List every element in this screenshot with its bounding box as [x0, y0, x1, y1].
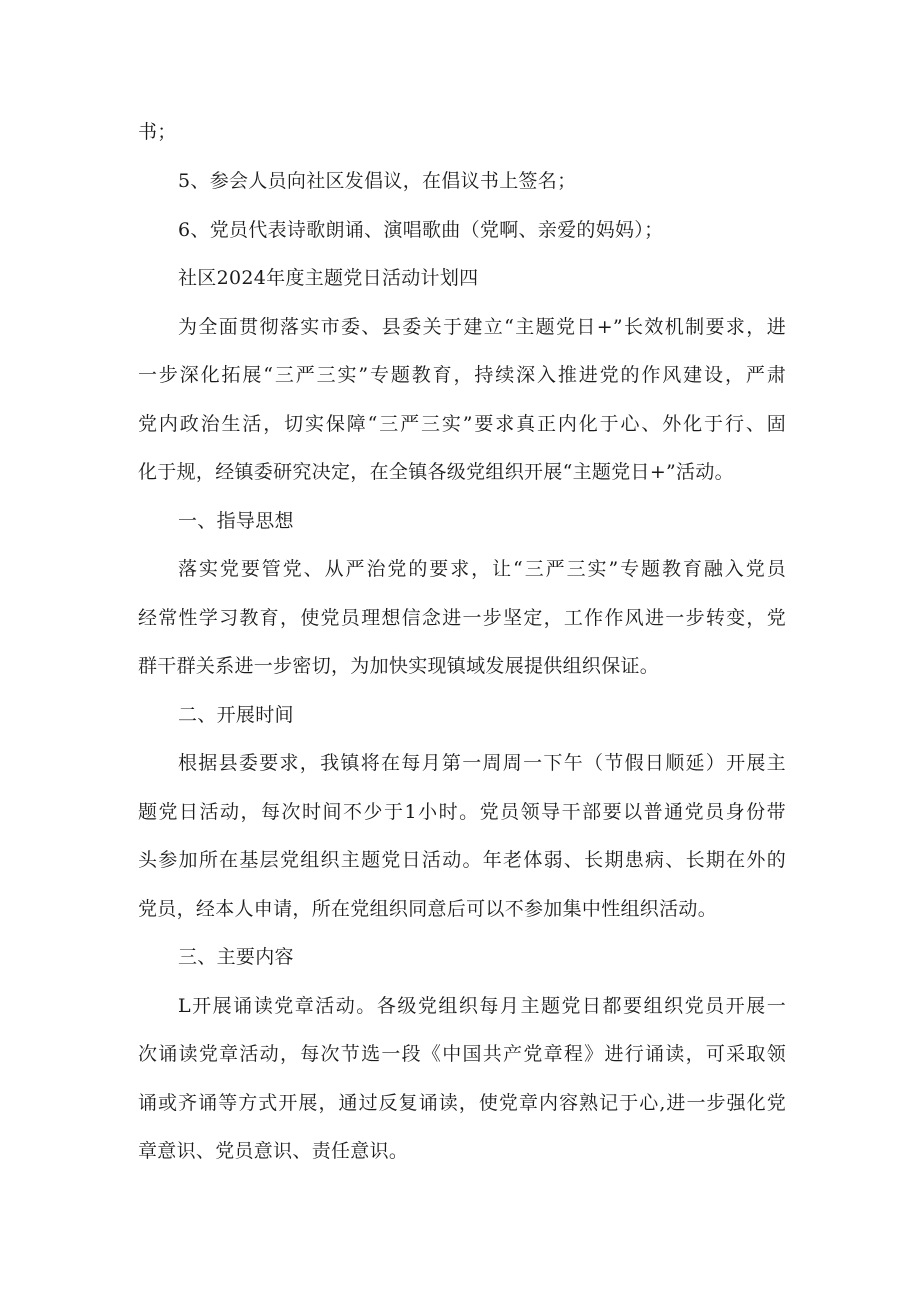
paragraph-line: 头参加所在基层党组织主题党日活动。年老体弱、长期患病、长期在外的 — [138, 849, 786, 871]
paragraph-line: 化于规，经镇委研究决定，在全镇各级党组织开展“主题党日+”活动。 — [138, 461, 734, 483]
paragraph-line: 诵或齐诵等方式开展，通过反复诵读，使党章内容熟记于心,进一步强化党 — [138, 1092, 786, 1114]
paragraph-line: L开展诵读党章活动。各级党组织每月主题党日都要组织党员开展一 — [178, 995, 786, 1017]
list-item: 6、党员代表诗歌朗诵、演唱歌曲（党啊、亲爱的妈妈）； — [178, 219, 664, 241]
paragraph-line: 落实党要管党、从严治党的要求，让“三严三实”专题教育融入党员 — [178, 558, 786, 580]
heading: 一、指导思想 — [178, 510, 294, 532]
paragraph-line: 次诵读党章活动，每次节选一段《中国共产党章程》进行诵读，可采取领 — [138, 1043, 786, 1065]
section-title: 社区2024年度主题党日活动计划四 — [178, 267, 479, 289]
list-item: 5、参会人员向社区发倡议，在倡议书上签名； — [178, 170, 577, 192]
text-line: 书； — [138, 121, 177, 143]
paragraph-line: 题党日活动，每次时间不少于1小时。党员领导干部要以普通党员身份带 — [138, 801, 786, 823]
paragraph-line: 为全面贯彻落实市委、县委关于建立“主题党日+”长效机制要求，进 — [178, 316, 786, 338]
paragraph-line: 党员，经本人申请，所在党组织同意后可以不参加集中性组织活动。 — [138, 898, 718, 920]
paragraph-line: 群干群关系进一步密切，为加快实现镇域发展提供组织保证。 — [138, 655, 660, 677]
heading: 三、主要内容 — [178, 946, 294, 968]
paragraph-line: 一步深化拓展“三严三实”专题教育，持续深入推进党的作风建设，严肃 — [138, 364, 786, 386]
paragraph-line: 根据县委要求，我镇将在每月第一周周一下午（节假日顺延）开展主 — [178, 752, 786, 774]
paragraph-line: 党内政治生活，切实保障“三严三实”要求真正内化于心、外化于行、固 — [138, 413, 786, 435]
paragraph-line: 经常性学习教育，使党员理想信念进一步坚定，工作作风进一步转变，党 — [138, 607, 786, 629]
paragraph-line: 章意识、党员意识、责任意识。 — [138, 1140, 409, 1162]
heading: 二、开展时间 — [178, 704, 294, 726]
